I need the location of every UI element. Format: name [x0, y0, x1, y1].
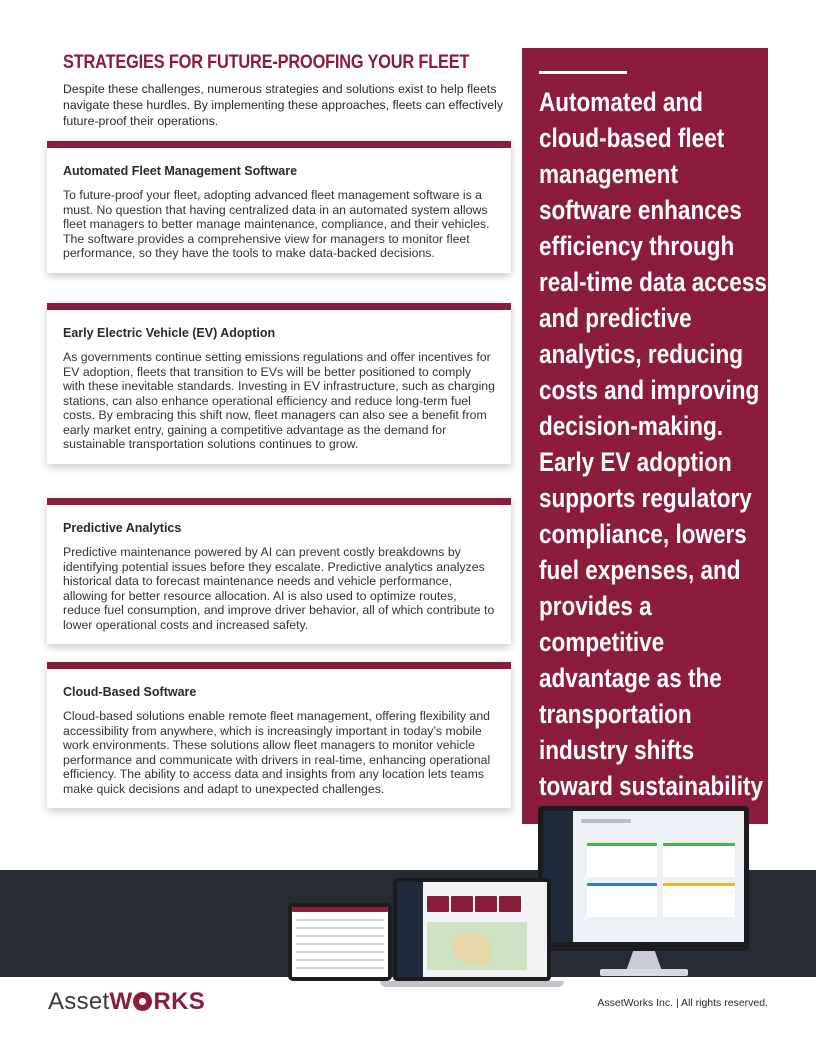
page-title: STRATEGIES FOR FUTURE-PROOFING YOUR FLEET: [63, 52, 470, 73]
card-title: Predictive Analytics: [63, 521, 182, 535]
logo-text-w: W: [109, 988, 133, 1015]
laptop-sidebar: [397, 882, 423, 977]
laptop-base: [380, 981, 564, 987]
laptop-screen: [397, 882, 547, 977]
strategy-card-cloud: [47, 662, 511, 808]
strategy-card-automated: [47, 141, 511, 273]
monitor-screen: [543, 811, 744, 942]
card-title: Automated Fleet Management Software: [63, 164, 298, 178]
logo-text-asset: Asset: [48, 988, 110, 1015]
tablet-image: [288, 903, 392, 981]
card-body: Cloud-based solutions enable remote fleet management, offering flexibility and accessibility from anywhere, which is increasingly important in today’s mobile work environments. These solutions allow fleet managers to monitor vehicle performance and communicate with drivers in real-time, enhancing operational efficiency. The ability to access data and insights from any location lets teams make quick decisions and adapt to unexpected challenges.: [63, 709, 491, 796]
gear-icon: [133, 992, 152, 1011]
copyright-text: AssetWorks Inc. | All rights reserved.: [597, 997, 768, 1009]
intro-paragraph: Despite these challenges, numerous strategies and solutions exist to help fleets navigate these hurdles. By implementing these approaches, fleets can effectively future-proof their operations.: [63, 82, 503, 128]
card-body: To future-proof your fleet, adopting advanced fleet management software is a must. No question that having centralized data in an automated system allows fleet managers to better manage maintenance, compliance, and their vehicles. The software provides a comprehensive view for managers to monitor fleet performance, so they have the tools to make data-backed decisions.: [63, 188, 490, 260]
tablet-screen: [292, 907, 388, 977]
callout-panel: [522, 48, 768, 824]
card-title: Early Electric Vehicle (EV) Adoption: [63, 326, 276, 340]
callout-text: Automated and cloud-based fleet management software enhances efficiency through real-time data access and predictive analytics, reducing costs and improving decision-making. Early EV adoption supports regulatory compliance, lowers fuel expenses, and provides a competitive advantage as the transportation industry shifts toward sustainability: [539, 87, 767, 801]
assetworks-logo: [48, 988, 205, 1016]
strategy-card-ev: [47, 303, 511, 464]
logo-text-rks: RKS: [153, 988, 206, 1015]
card-title: Cloud-Based Software: [63, 685, 197, 699]
card-body: As governments continue setting emissions regulations and offer incentives for EV adoption, fleets that transition to EVs will be better positioned to comply with these inevitable standards. Investing in EV infrastructure, such as charging stations, can also enhance operational efficiency and reduce long-term fuel costs. By embracing this shift now, fleet managers can also see a benefit from early market entry, gaining a competitive advantage as the demand for sustainable transportation solutions continues to grow.: [63, 350, 495, 451]
card-body: Predictive maintenance powered by AI can prevent costly breakdowns by identifying potential issues before they escalate. Predictive analytics analyzes historical data to forecast maintenance needs and vehicle performance, allowing for better resource allocation. AI is also used to optimize routes, reduce fuel consumption, and improve driver behavior, all of which contribute to lower operational costs and increased safety.: [63, 545, 495, 632]
strategy-card-predictive: [47, 498, 511, 644]
monitor-base: [600, 969, 688, 976]
laptop-image: [393, 878, 551, 981]
callout-divider: [539, 71, 627, 74]
desktop-monitor-image: [538, 806, 749, 951]
